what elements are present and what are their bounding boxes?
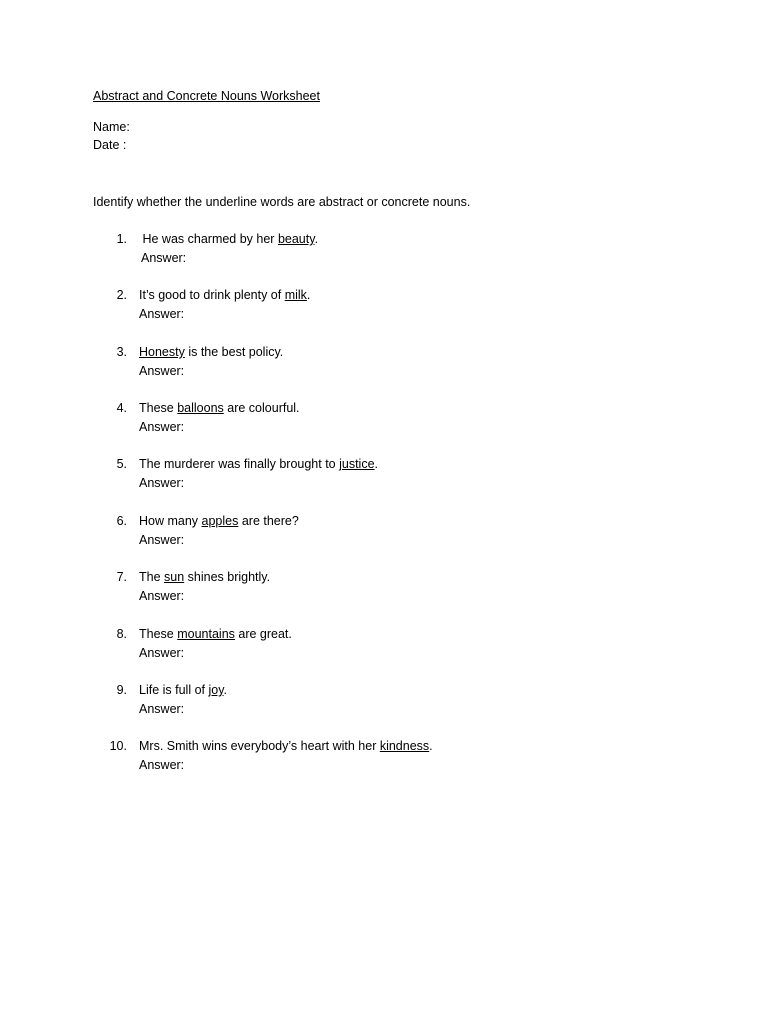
date-label: Date : [93, 138, 127, 152]
sentence-text: These [139, 401, 178, 415]
sentence-text: Mrs. Smith wins everybody’s heart with her [139, 739, 380, 753]
answer-label: Answer: [139, 420, 185, 434]
sentence-text: . [306, 288, 311, 302]
question-sentence [139, 738, 433, 754]
question-number: 8. [116, 627, 127, 641]
sentence-text: It’s good to drink plenty of [139, 288, 285, 302]
underlined-noun: milk [284, 288, 307, 302]
answer-label: Answer: [139, 758, 185, 772]
underlined-noun: beauty [277, 232, 315, 246]
answer-label: Answer: [141, 251, 187, 265]
sentence-text: The [139, 570, 165, 584]
underlined-noun: mountains [177, 627, 235, 641]
sentence-text: shines brightly. [184, 570, 271, 584]
underlined-noun: justice [339, 457, 375, 471]
sentence-text: . [223, 683, 228, 697]
answer-label: Answer: [139, 533, 185, 547]
page-title: Abstract and Concrete Nouns Worksheet [93, 89, 320, 103]
question-number: 6. [116, 514, 127, 528]
question-number: 4. [116, 401, 127, 415]
answer-label: Answer: [139, 476, 185, 490]
answer-label: Answer: [139, 364, 185, 378]
sentence-text: How many [139, 514, 202, 528]
sentence-text: are there? [238, 514, 299, 528]
question-sentence [139, 513, 299, 529]
question-sentence [139, 231, 318, 247]
instruction-text: Identify whether the underline words are abstract or concrete nouns. [93, 195, 471, 209]
sentence-text: are colourful. [223, 401, 300, 415]
sentence-text: Life is full of [139, 683, 209, 697]
question-sentence [139, 287, 310, 303]
sentence-text: The murderer was finally brought to [139, 457, 340, 471]
sentence-text: . [314, 232, 319, 246]
question-number: 2. [116, 288, 127, 302]
underlined-noun: joy [208, 683, 224, 697]
underlined-noun: kindness [379, 739, 430, 753]
question-number: 1. [116, 232, 127, 246]
question-sentence [139, 569, 270, 585]
sentence-text: . [374, 457, 379, 471]
underlined-noun: sun [164, 570, 185, 584]
question-sentence [139, 400, 300, 416]
question-sentence [139, 682, 227, 698]
sentence-text: He was charmed by her [139, 232, 278, 246]
question-sentence [139, 626, 292, 642]
question-number: 5. [116, 457, 127, 471]
underlined-noun: balloons [177, 401, 224, 415]
underlined-noun: Honesty [139, 345, 185, 359]
sentence-text: . [429, 739, 433, 753]
question-sentence [139, 344, 283, 360]
sentence-text: are great. [234, 627, 292, 641]
question-number: 10. [109, 739, 127, 753]
underlined-noun: apples [201, 514, 239, 528]
question-number: 3. [116, 345, 127, 359]
sentence-text: is the best policy. [184, 345, 284, 359]
question-number: 7. [116, 570, 127, 584]
answer-label: Answer: [139, 307, 185, 321]
question-sentence [139, 456, 378, 472]
question-number: 9. [116, 683, 127, 697]
answer-label: Answer: [139, 702, 185, 716]
answer-label: Answer: [139, 589, 185, 603]
name-label: Name: [93, 120, 130, 134]
sentence-text: These [139, 627, 178, 641]
answer-label: Answer: [139, 646, 185, 660]
